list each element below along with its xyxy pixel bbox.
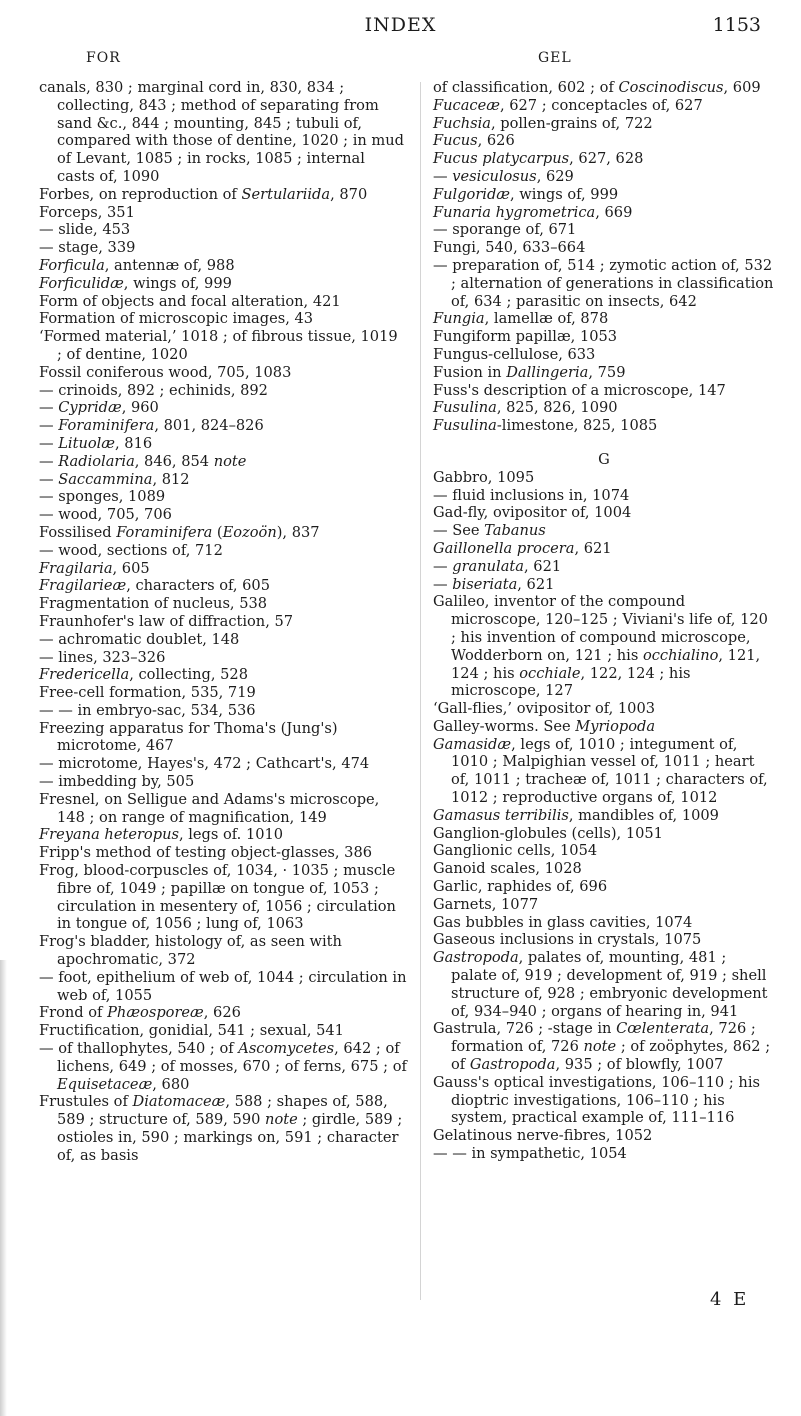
right-column [433,79,775,1163]
index-entry: Gauss's optical investigations, 106–110 ; his dioptric investigations, 106–110 ; his system, practical example of, 111–116 [433,1073,760,1127]
index-entry: Fragilaria, 605 [39,559,150,577]
index-entry: — lines, 323–326 [39,648,166,666]
index-entry: Garnets, 1077 [433,895,539,913]
page-title: INDEX [364,14,437,36]
index-entry: — wood, sections of, 712 [39,541,223,559]
index-entry: — wood, 705, 706 [39,506,172,524]
index-entry: Fuss's description of a microscope, 147 [433,381,726,399]
index-entry: Fusulina-limestone, 825, 1085 [433,417,658,435]
guide-word-left: FOR [86,50,121,66]
index-entry: Fructification, gonidial, 541 ; sexual, 541 [39,1022,344,1040]
index-entry: Frog's bladder, histology of, as seen with apochromatic, 372 [39,933,342,969]
index-entry: Fusion in Dallingeria, 759 [433,363,626,381]
index-entry: — vesiculosus, 629 [433,167,574,185]
index-entry: Freyana heteropus, legs of. 1010 [39,826,284,844]
index-entry: Gelatinous nerve-fibres, 1052 [433,1127,653,1145]
index-entry: Garlic, raphides of, 696 [433,878,608,896]
index-entry: Ganglionic cells, 1054 [433,842,598,860]
index-entry: — sporange of, 671 [433,221,577,239]
index-entry: Gabbro, 1095 [433,468,535,486]
index-entry: Free-cell formation, 535, 719 [39,684,256,702]
section-letter-g: G [598,450,610,468]
index-entry: canals, 830 ; marginal cord in, 830, 834 ; collecting, 843 ; method of separating from sand &c., 844 ; mounting, 845 ; tubuli of, compared with those of dentine, 1020 ; in mud of Levant, 1085 ; in rocks, 1085 ; internal casts of, 1090 [39,79,404,185]
index-entry: — granulata, 621 [433,557,562,575]
index-entry: Gamasidæ, legs of, 1010 ; integument of, 1010 ; Malpighian vessel of, 1011 ; heart of, 1011 ; tracheæ of, 1011 ; characters of, 1012 ; reproductive organs of, 1012 [433,735,768,807]
index-entry: — — in sympathetic, 1054 [433,1145,627,1163]
index-entry: Galileo, inventor of the compound microscope, 120–125 ; Viviani's life of, 120 ; his invention of compound microscope, Wodderborn on, 121 ; his occhialino, 121, 124 ; his occhiale, 122, 124 ; his microscope, 127 [433,593,768,700]
index-entry: Forficula, antennæ of, 988 [39,256,235,274]
index-entry: Fresnel, on Selligue and Adams's microscope, 148 ; on range of magnification, 149 [39,790,380,826]
index-entry: ‘Gall-flies,’ ovipositor of, 1003 [433,700,656,718]
index-entry: Fraunhofer's law of diffraction, 57 [39,612,294,630]
index-entry: Ganglion-globules (cells), 1051 [433,824,663,842]
index-entry: — of thallophytes, 540 ; of Ascomycetes, 642 ; of lichens, 649 ; of mosses, 670 ; of ferns, 675 ; of Equisetaceæ, 680 [39,1040,407,1093]
index-entry: — preparation of, 514 ; zymotic action of, 532 ; alternation of generations in classification of, 634 ; parasitic on insects, 642 [433,256,774,310]
left-column [39,79,407,1165]
index-entry: — biseriata, 621 [433,575,555,593]
index-entry: Forbes, on reproduction of Sertulariida, 870 [39,185,368,203]
index-entry: Form of objects and focal alteration, 421 [39,292,341,310]
index-entry: of classification, 602 ; of Coscinodiscus, 609 [433,79,761,96]
index-entry: — stage, 339 [39,239,136,257]
index-entry: Forficulidæ, wings of, 999 [39,274,232,292]
page-edge-shadow [0,960,7,1416]
index-entry: Gad-fly, ovipositor of, 1004 [433,504,632,522]
index-entry: — Saccammina, 812 [39,470,190,488]
index-entry: Formation of microscopic images, 43 [39,310,314,328]
index-entry: Fucus platycarpus, 627, 628 [433,150,644,168]
index-entry: Frustules of Diatomaceæ, 588 ; shapes of, 588, 589 ; structure of, 589, 590 note ; girdle, 589 ; ostioles in, 590 ; markings on, 591 ; character of, as basis [39,1093,403,1164]
index-entry: Fucaceæ, 627 ; conceptacles of, 627 [433,96,703,114]
index-entry: Forceps, 351 [39,203,135,221]
index-entry: Galley-worms. See Myriopoda [433,717,656,735]
index-entry: Gaseous inclusions in crystals, 1075 [433,931,702,949]
index-entry: Fungiform papillæ, 1053 [433,328,618,346]
index-entry: — fluid inclusions in, 1074 [433,486,630,504]
index-entry: Fulgoridæ, wings of, 999 [433,185,619,203]
entries-f-continued [433,79,775,435]
guide-word-right: GEL [538,50,572,66]
index-entry: Fripp's method of testing object-glasses, 386 [39,844,373,862]
index-entry: Gastrula, 726 ; -stage in Cœlenterata, 726 ; formation of, 726 note ; of zoöphytes, 862 ; of Gastropoda, 935 ; of blowfly, 1007 [433,1020,771,1074]
index-entry: Frond of Phæosporeæ, 626 [39,1004,241,1022]
index-entry: Fragilarieæ, characters of, 605 [39,577,270,595]
index-entry: Fossil coniferous wood, 705, 1083 [39,363,292,381]
index-entry: Fuchsia, pollen-grains of, 722 [433,114,653,132]
index-entry: Gaillonella procera, 621 [433,539,612,557]
index-entry: Fredericella, collecting, 528 [39,666,249,684]
index-entry: Fucus, 626 [433,132,515,150]
index-entry: Fossilised Foraminifera (Eozoön), 837 [39,523,320,541]
index-entry: Fungi, 540, 633–664 [433,239,586,257]
column-divider [420,82,421,1300]
index-entry: — Radiolaria, 846, 854 note [39,452,247,470]
index-entry: — See Tabanus [433,522,546,540]
index-entry: — crinoids, 892 ; echinids, 892 [39,381,268,399]
index-entry: Gas bubbles in glass cavities, 1074 [433,913,693,931]
index-entry: — — in embryo-sac, 534, 536 [39,701,256,719]
index-entry: — Foraminifera, 801, 824–826 [39,417,264,435]
index-entry: Frog, blood-corpuscles of, 1034, · 1035 ; muscle fibre of, 1049 ; papillæ on tongue of, 1053 ; circulation in mesentery of, 1056 ; circulation in tongue of, 1056 ; lung of, 1063 [39,862,396,933]
index-entry: Gastropoda, palates of, mounting, 481 ; palate of, 919 ; development of, 919 ; shell structure of, 928 ; embryonic development of, 934–940 ; organs of hearing in, 941 [433,949,768,1020]
index-entry: Fragmentation of nucleus, 538 [39,595,268,613]
index-entry: ‘Formed material,’ 1018 ; of fibrous tissue, 1019 ; of dentine, 1020 [39,328,398,363]
index-entry: Gamasus terribilis, mandibles of, 1009 [433,806,719,824]
index-entry: Freezing apparatus for Thoma's (Jung's) microtome, 467 [39,719,338,755]
index-entry: — Cypridæ, 960 [39,399,159,417]
index-entry: Fusulina, 825, 826, 1090 [433,399,618,417]
index-entry: Ganoid scales, 1028 [433,860,582,878]
index-entry: — Lituolæ, 816 [39,434,153,452]
index-entry: — imbedding by, 505 [39,773,195,791]
index-entry: — slide, 453 [39,221,131,239]
index-entry: — microtome, Hayes's, 472 ; Cathcart's, 474 [39,755,370,773]
index-entry: — foot, epithelium of web of, 1044 ; circulation in web of, 1055 [39,968,407,1004]
index-entry: — achromatic doublet, 148 [39,630,240,648]
index-entry: Fungus-cellulose, 633 [433,345,596,363]
entries-g [433,469,775,1163]
index-entry: Fungia, lamellæ of, 878 [433,310,609,328]
page-number: 1153 [712,14,761,36]
signature-mark: 4 E [710,1289,750,1310]
index-entry: — sponges, 1089 [39,488,166,506]
index-entry: Funaria hygrometrica, 669 [433,203,633,221]
